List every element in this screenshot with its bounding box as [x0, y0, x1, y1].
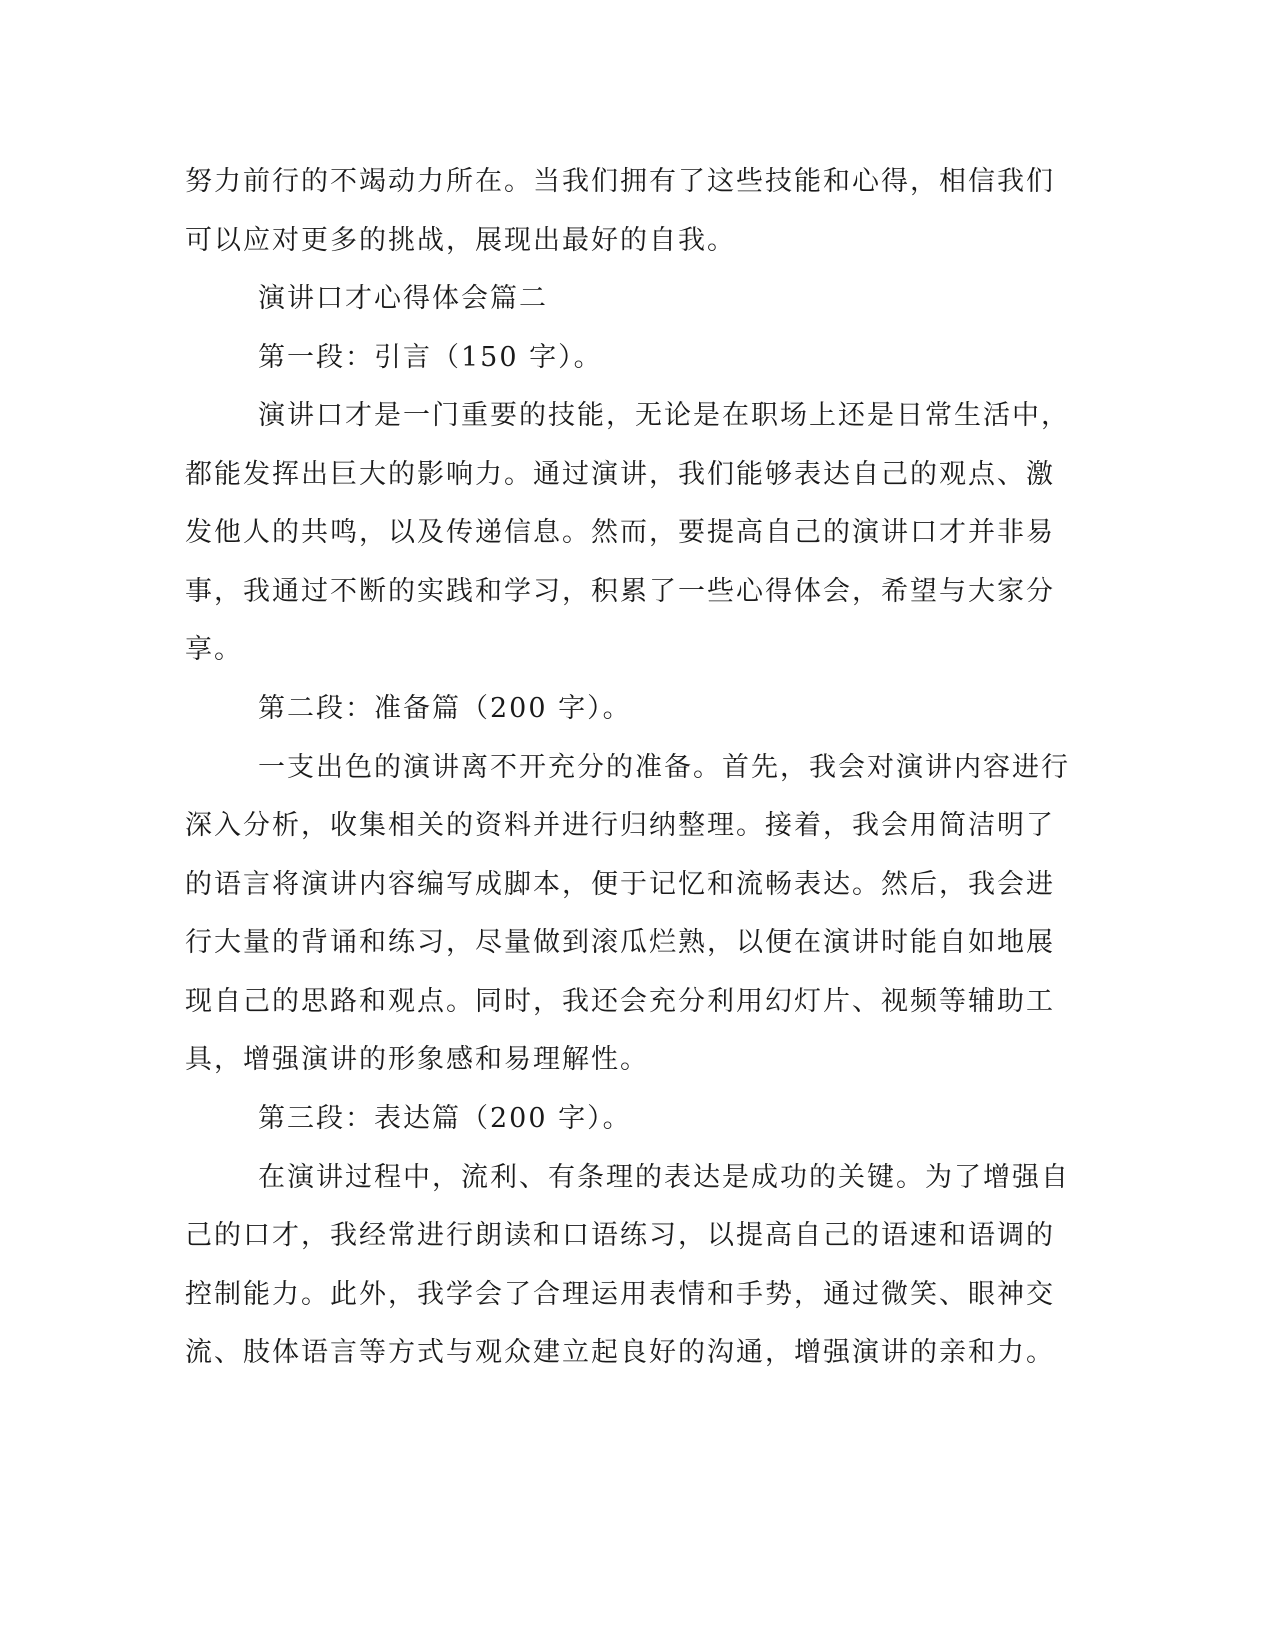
text-line: 己的口才，我经常进行朗读和口语练习，以提高自己的语速和语调的 — [185, 1220, 1055, 1251]
section-heading: 演讲口才心得体会篇二 — [258, 283, 548, 314]
text-line: 在演讲过程中，流利、有条理的表达是成功的关键。为了增强自 — [258, 1162, 1070, 1193]
text-line: 控制能力。此外，我学会了合理运用表情和手势，通过微笑、眼神交 — [185, 1279, 1055, 1310]
text-line: 现自己的思路和观点。同时，我还会充分利用幻灯片、视频等辅助工 — [185, 986, 1055, 1017]
text-line: 演讲口才是一门重要的技能，无论是在职场上还是日常生活中， — [258, 400, 1070, 431]
text-line: 享。 — [185, 634, 243, 665]
text-line: 行大量的背诵和练习，尽量做到滚瓜烂熟，以便在演讲时能自如地展 — [185, 927, 1055, 958]
paragraph-heading: 第二段：准备篇（200 字）。 — [258, 693, 632, 724]
text-line: 的语言将演讲内容编写成脚本，便于记忆和流畅表达。然后，我会进 — [185, 869, 1055, 900]
text-line: 可以应对更多的挑战，展现出最好的自我。 — [185, 225, 736, 256]
text-line: 具，增强演讲的形象感和易理解性。 — [185, 1044, 649, 1075]
text-line: 都能发挥出巨大的影响力。通过演讲，我们能够表达自己的观点、激 — [185, 459, 1055, 490]
text-line: 一支出色的演讲离不开充分的准备。首先，我会对演讲内容进行 — [258, 752, 1070, 783]
text-line: 深入分析，收集相关的资料并进行归纳整理。接着，我会用简洁明了 — [185, 810, 1055, 841]
text-line: 努力前行的不竭动力所在。当我们拥有了这些技能和心得，相信我们 — [185, 166, 1055, 197]
paragraph-heading: 第三段：表达篇（200 字）。 — [258, 1103, 632, 1134]
text-line: 发他人的共鸣，以及传递信息。然而，要提高自己的演讲口才并非易 — [185, 517, 1055, 548]
text-line: 流、肢体语言等方式与观众建立起良好的沟通，增强演讲的亲和力。 — [185, 1337, 1055, 1368]
paragraph-heading: 第一段：引言（150 字）。 — [258, 342, 603, 373]
text-line: 事，我通过不断的实践和学习，积累了一些心得体会，希望与大家分 — [185, 576, 1055, 607]
